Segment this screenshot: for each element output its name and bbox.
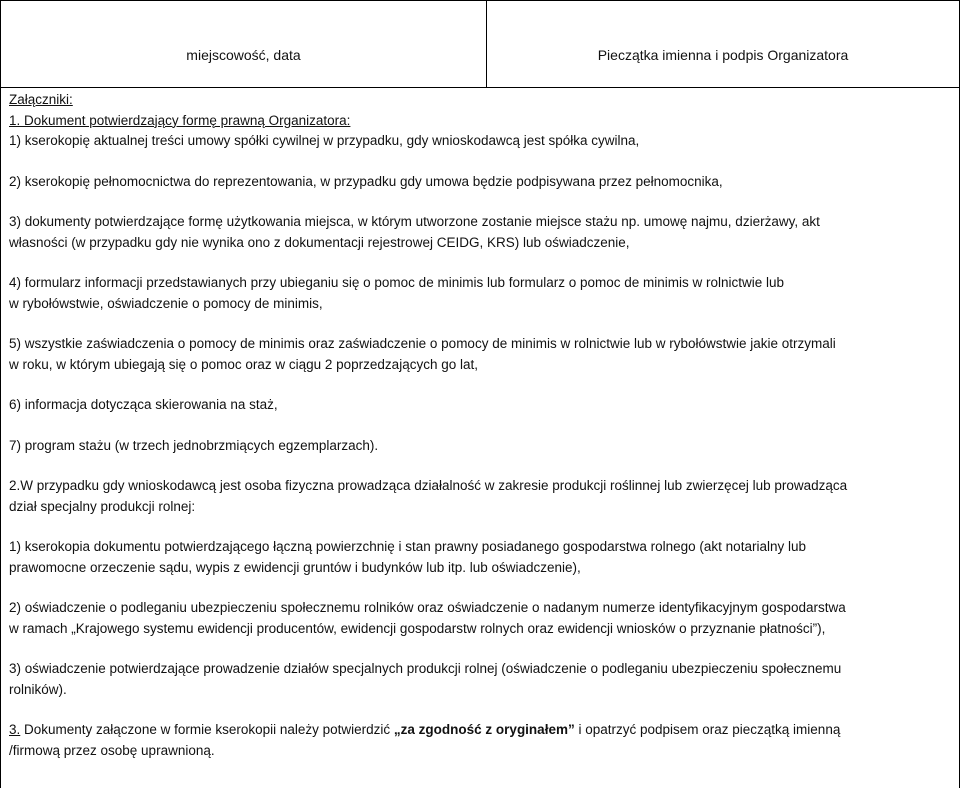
attachments-heading: Załączniki: bbox=[9, 92, 73, 107]
list-item-line: prawomocne orzeczenie sądu, wypis z ewidencji gruntów i budynków lub itp. lub oświadczenie), bbox=[9, 559, 581, 575]
section3-line1 bbox=[9, 720, 959, 741]
list-item-line: 1) kserokopię aktualnej treści umowy spółki cywilnej w przypadku, gdy wnioskodawcą jest spółka cywilna, bbox=[9, 133, 640, 148]
list-item bbox=[9, 131, 959, 152]
section3-bold-text: „za zgodność z oryginałem” bbox=[393, 722, 575, 737]
section3-text-before: Dokumenty załączone w formie kserokopii należy potwierdzić bbox=[20, 722, 394, 737]
list-item bbox=[9, 436, 959, 457]
list-item bbox=[9, 537, 959, 578]
list-item-line: w rybołówstwie, oświadczenie o pomocy de minimis, bbox=[9, 295, 323, 311]
list-item bbox=[9, 334, 959, 375]
list-item-line: 6) informacja dotycząca skierowania na staż, bbox=[9, 397, 278, 412]
place-date-cell bbox=[0, 1, 486, 87]
stamp-sign-cell bbox=[486, 1, 960, 87]
place-date-label: miejscowość, data bbox=[186, 47, 301, 63]
list-item bbox=[9, 212, 959, 253]
section3-number: 3. bbox=[9, 722, 21, 737]
list-item-line: 5) wszystkie zaświadczenia o pomocy de minimis oraz zaświadczenie o pomocy de minimis w rolnictwie lub w rybołówstwie jakie otrzymali bbox=[9, 336, 836, 351]
section3 bbox=[9, 720, 959, 761]
list-item bbox=[9, 598, 959, 639]
list-item-line: 3) dokumenty potwierdzające formę użytkowania miejsca, w którym utworzone zostanie miejsce stażu np. umowę najmu, dzierżawy, akt bbox=[9, 214, 820, 229]
section3-text-after: i opatrzyć podpisem oraz pieczątką imienną bbox=[574, 722, 841, 737]
section1-list bbox=[9, 131, 959, 456]
signature-table bbox=[0, 0, 960, 88]
section2-list bbox=[9, 537, 959, 700]
list-item bbox=[9, 659, 959, 700]
list-item bbox=[9, 273, 959, 314]
list-item-line: 7) program stażu (w trzech jednobrzmiących egzemplarzach). bbox=[9, 437, 379, 453]
list-item-line: w ramach „Krajowego systemu ewidencji producentów, ewidencji gospodarstw rolnych oraz ewidencji wniosków o przyznanie płatności”), bbox=[9, 620, 826, 636]
list-item bbox=[9, 172, 959, 193]
list-item-line: rolników). bbox=[9, 681, 67, 697]
list-item-line: w roku, w którym ubiegają się o pomoc oraz w ciągu 2 poprzedzających go lat, bbox=[9, 356, 478, 372]
list-item-line: 2) kserokopię pełnomocnictwa do reprezentowania, w przypadku gdy umowa będzie podpisywana przez pełnomocnika, bbox=[9, 173, 723, 189]
list-item-line: własności (w przypadku gdy nie wynika ono z dokumentacji rejestrowej CEIDG, KRS) lub oświadczenie, bbox=[9, 234, 630, 250]
list-item bbox=[9, 395, 959, 416]
stamp-sign-label: Pieczątka imienna i podpis Organizatora bbox=[597, 47, 849, 63]
list-item-line: 1) kserokopia dokumentu potwierdzającego łączną powierzchnię i stan prawny posiadanego gospodarstwa rolnego (akt notarialny lub bbox=[9, 539, 806, 554]
attachments-section bbox=[0, 88, 960, 788]
section2-intro bbox=[9, 476, 959, 517]
section3-line2: /firmową przez osobę uprawnioną. bbox=[9, 742, 215, 758]
list-item-line: 3) oświadczenie potwierdzające prowadzenie działów specjalnych produkcji rolnej (oświadczenie o podleganiu ubezpieczeniu społecznemu bbox=[9, 661, 842, 676]
list-item-line: 4) formularz informacji przedstawianych przy ubieganiu się o pomoc de minimis lub formularz o pomoc de minimis w rolnictwie lub bbox=[9, 275, 785, 290]
section2-line: 2.W przypadku gdy wnioskodawcą jest osoba fizyczna prowadząca działalność w zakresie produkcji roślinnej lub zwierzęcej lub prowadząca bbox=[9, 478, 848, 493]
section1-title: 1. Dokument potwierdzający formę prawną Organizatora: bbox=[9, 112, 351, 128]
list-item-line: 2) oświadczenie o podleganiu ubezpieczeniu społecznemu rolników oraz oświadczenie o nadanym numerze identyfikacyjnym gospodarstwa bbox=[9, 600, 846, 615]
section2-line: dział specjalny produkcji rolnej: bbox=[9, 498, 196, 514]
